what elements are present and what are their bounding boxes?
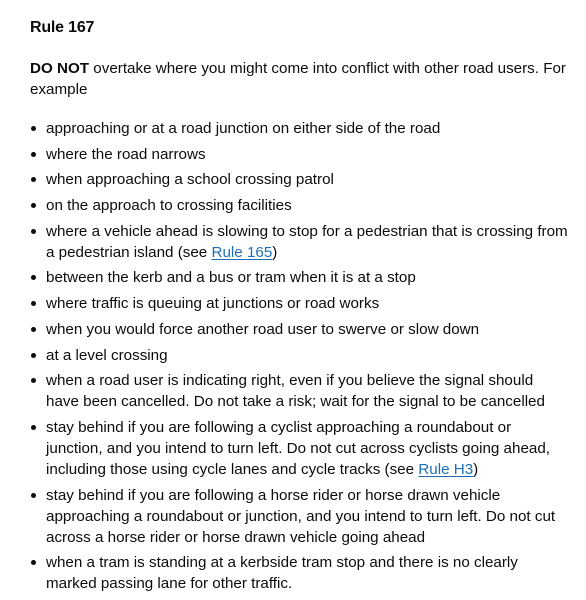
rule-list bbox=[30, 118, 570, 594]
list-item-text: on the approach to crossing facilities bbox=[46, 197, 292, 215]
list-item-text: approaching or at a road junction on either side of the road bbox=[46, 120, 441, 137]
list-item-text: stay behind if you are following a cyclist approaching a roundabout or junction, and you intend to turn left. Do not cut across cyclists going ahead, including those using cycle lanes and cycle tracks (see bbox=[46, 418, 551, 478]
list-item-text: stay behind if you are following a horse rider or horse drawn vehicle approaching a roundabout or junction, and you intend to turn left. Do not cut across a horse rider or horse drawn vehicle going ahead bbox=[46, 486, 556, 546]
bullet-icon bbox=[31, 493, 36, 498]
list-item bbox=[30, 293, 570, 314]
list-item-text: when you would force another road user to swerve or slow down bbox=[46, 320, 480, 338]
rule-link[interactable]: Rule H3 bbox=[418, 460, 474, 478]
list-item-text: at a level crossing bbox=[46, 346, 168, 364]
list-item-text-after: ) bbox=[473, 460, 479, 478]
bullet-icon bbox=[31, 327, 36, 332]
list-item bbox=[30, 144, 570, 165]
intro-emphasis: DO NOT bbox=[30, 60, 90, 77]
list-item bbox=[30, 118, 570, 139]
list-item bbox=[30, 485, 570, 548]
list-item bbox=[30, 319, 570, 340]
intro-text: overtake where you might come into conflict with other road users. For example bbox=[30, 60, 566, 98]
bullet-icon bbox=[31, 152, 36, 157]
bullet-icon bbox=[31, 229, 36, 234]
list-item bbox=[30, 169, 570, 190]
bullet-icon bbox=[31, 177, 36, 182]
rule-title: Rule 167 bbox=[30, 19, 95, 36]
list-item bbox=[30, 552, 570, 594]
rule-intro bbox=[30, 58, 570, 100]
list-item bbox=[30, 417, 570, 480]
list-item bbox=[30, 195, 570, 216]
list-item-text: between the kerb and a bus or tram when it is at a stop bbox=[46, 269, 416, 287]
bullet-icon bbox=[31, 560, 36, 565]
rule-link[interactable]: Rule 165 bbox=[211, 243, 273, 261]
list-item-text: when a road user is indicating right, even if you believe the signal should have been cancelled. Do not take a risk; wait for the signal to be cancelled bbox=[46, 372, 545, 411]
bullet-icon bbox=[31, 425, 36, 430]
bullet-icon bbox=[31, 203, 36, 208]
list-item-text: where the road narrows bbox=[46, 145, 206, 163]
bullet-icon bbox=[31, 301, 36, 306]
list-item-text: where a vehicle ahead is slowing to stop for a pedestrian that is crossing from a pedestrian island (see bbox=[46, 222, 568, 261]
list-item bbox=[30, 221, 570, 263]
bullet-icon bbox=[31, 353, 36, 358]
list-item-text: when approaching a school crossing patrol bbox=[46, 171, 334, 189]
bullet-icon bbox=[31, 126, 36, 131]
bullet-icon bbox=[31, 275, 36, 280]
list-item-text: where traffic is queuing at junctions or road works bbox=[46, 295, 380, 313]
list-item bbox=[30, 345, 570, 366]
list-item-text-after: ) bbox=[272, 243, 278, 261]
list-item bbox=[30, 370, 570, 412]
list-item bbox=[30, 267, 570, 288]
list-item-text: when a tram is standing at a kerbside tram stop and there is no clearly marked passing lane for other traffic. bbox=[46, 554, 518, 593]
bullet-icon bbox=[31, 378, 36, 383]
